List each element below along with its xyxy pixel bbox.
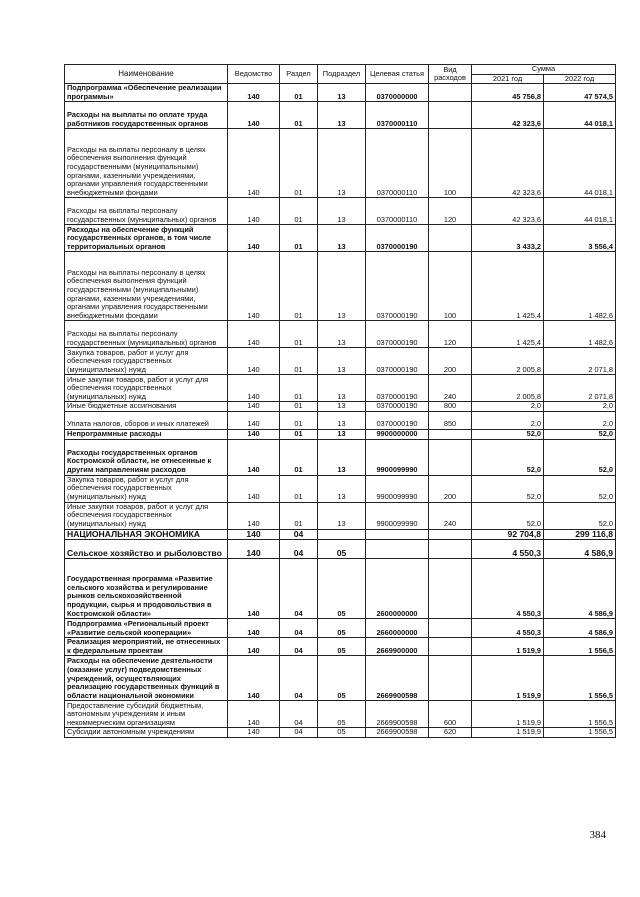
cell-sec: 01: [280, 475, 318, 502]
cell-sub: 13: [318, 321, 366, 348]
cell-kind: [429, 529, 472, 540]
cell-sec: 01: [280, 429, 318, 439]
table-row: [65, 439, 616, 475]
cell-sub: 13: [318, 84, 366, 102]
cell-sec: 01: [280, 225, 318, 252]
cell-y2021: 92 704,8: [472, 529, 544, 540]
cell-dept: 140: [228, 375, 280, 402]
header-subsection: Подраздел: [318, 65, 366, 84]
cell-name: Расходы на выплаты по оплате труда работников государственных органов: [65, 102, 228, 129]
cell-sec: 04: [280, 728, 318, 738]
table-row: [65, 198, 616, 225]
table-row: [65, 619, 616, 638]
cell-target: 0370000190: [366, 225, 429, 252]
cell-dept: 140: [228, 502, 280, 529]
cell-name: Подпрограмма «Обеспечение реализации программы»: [65, 84, 228, 102]
cell-name: Субсидии автономным учреждениям: [65, 728, 228, 738]
table-row: [65, 728, 616, 738]
cell-sec: 01: [280, 84, 318, 102]
cell-y2022: 1 556,5: [544, 656, 616, 701]
cell-dept: 140: [228, 728, 280, 738]
cell-y2022: 44 018,1: [544, 198, 616, 225]
cell-y2021: 52,0: [472, 439, 544, 475]
cell-target: 9900000000: [366, 429, 429, 439]
cell-name: Реализация мероприятий, не отнесенных к федеральным проектам: [65, 638, 228, 656]
cell-y2022: 1 482,6: [544, 252, 616, 321]
cell-kind: 120: [429, 321, 472, 348]
cell-sub: 13: [318, 429, 366, 439]
table-row: [65, 348, 616, 375]
cell-kind: [429, 559, 472, 619]
cell-target: 9900099990: [366, 502, 429, 529]
cell-dept: 140: [228, 529, 280, 540]
page-number: 384: [589, 829, 606, 841]
cell-name: Расходы на обеспечение функций государственных органов, в том числе территориальных органов: [65, 225, 228, 252]
table-row: [65, 84, 616, 102]
cell-sec: 04: [280, 529, 318, 540]
cell-target: 0370000190: [366, 375, 429, 402]
cell-sec: 01: [280, 375, 318, 402]
cell-sub: 13: [318, 252, 366, 321]
cell-kind: [429, 439, 472, 475]
cell-sec: 04: [280, 540, 318, 559]
cell-target: 2600000000: [366, 559, 429, 619]
cell-sub: [318, 529, 366, 540]
header-name: Наименование: [65, 65, 228, 84]
cell-y2021: 1 425,4: [472, 321, 544, 348]
cell-y2022: 2,0: [544, 402, 616, 412]
cell-kind: 240: [429, 502, 472, 529]
cell-target: 0370000190: [366, 252, 429, 321]
cell-dept: 140: [228, 701, 280, 728]
cell-kind: [429, 225, 472, 252]
cell-name: Расходы на выплаты персоналу в целях обеспечения выполнения функций государственными (муниципальными) органами, казенными учреждениями, органами управления государственными внебюджетными фондами: [65, 252, 228, 321]
cell-y2021: 3 433,2: [472, 225, 544, 252]
cell-name: Подпрограмма «Региональный проект «Развитие сельской кооперации»: [65, 619, 228, 638]
table-row: [65, 429, 616, 439]
cell-target: 0370000190: [366, 402, 429, 412]
cell-y2022: 52,0: [544, 439, 616, 475]
cell-y2021: 1 519,9: [472, 656, 544, 701]
cell-sec: 04: [280, 619, 318, 638]
table-row: [65, 321, 616, 348]
cell-y2022: 2 071,8: [544, 375, 616, 402]
header-exp-type: Вид расходов: [429, 65, 472, 84]
cell-kind: 800: [429, 402, 472, 412]
cell-y2022: 44 018,1: [544, 102, 616, 129]
cell-kind: [429, 638, 472, 656]
cell-sec: 01: [280, 348, 318, 375]
cell-y2021: 4 550,3: [472, 540, 544, 559]
cell-sec: 01: [280, 321, 318, 348]
cell-dept: 140: [228, 439, 280, 475]
header-target: Целевая статья: [366, 65, 429, 84]
table-row: [65, 252, 616, 321]
table-row: [65, 411, 616, 429]
table-row: [65, 502, 616, 529]
cell-kind: 100: [429, 252, 472, 321]
table-row: [65, 225, 616, 252]
cell-kind: 200: [429, 348, 472, 375]
table-header: [65, 65, 616, 84]
cell-dept: 140: [228, 540, 280, 559]
cell-sec: 04: [280, 656, 318, 701]
cell-kind: 200: [429, 475, 472, 502]
cell-sub: 13: [318, 198, 366, 225]
cell-kind: [429, 84, 472, 102]
cell-y2022: 4 586,9: [544, 559, 616, 619]
cell-target: 2669900598: [366, 656, 429, 701]
cell-sub: 13: [318, 375, 366, 402]
cell-y2022: 52,0: [544, 429, 616, 439]
cell-y2021: 1 425,4: [472, 252, 544, 321]
cell-sub: 13: [318, 475, 366, 502]
cell-y2021: 42 323,6: [472, 129, 544, 198]
cell-sub: 13: [318, 502, 366, 529]
cell-sub: 13: [318, 102, 366, 129]
header-2022: 2022 год: [544, 74, 616, 84]
cell-y2021: 1 519,9: [472, 728, 544, 738]
cell-target: 2660000000: [366, 619, 429, 638]
cell-name: Закупка товаров, работ и услуг для обеспечения государственных (муниципальных) нужд: [65, 348, 228, 375]
cell-name: Расходы государственных органов Костромской области, не отнесенные к другим направлениям расходов: [65, 439, 228, 475]
cell-sub: 05: [318, 656, 366, 701]
cell-y2022: 1 556,5: [544, 728, 616, 738]
cell-y2022: 1 556,5: [544, 701, 616, 728]
cell-y2022: 47 574,5: [544, 84, 616, 102]
cell-sub: 05: [318, 619, 366, 638]
cell-name: НАЦИОНАЛЬНАЯ ЭКОНОМИКА: [65, 529, 228, 540]
cell-sub: 13: [318, 402, 366, 412]
cell-sub: 13: [318, 225, 366, 252]
cell-target: 0370000000: [366, 84, 429, 102]
cell-y2021: 4 550,3: [472, 559, 544, 619]
cell-y2021: 42 323,6: [472, 198, 544, 225]
cell-dept: 140: [228, 321, 280, 348]
table-row: [65, 402, 616, 412]
cell-name: Иные закупки товаров, работ и услуг для обеспечения государственных (муниципальных) нужд: [65, 502, 228, 529]
cell-y2021: 52,0: [472, 429, 544, 439]
cell-y2022: 1 556,5: [544, 638, 616, 656]
cell-sub: 13: [318, 129, 366, 198]
cell-dept: 140: [228, 225, 280, 252]
cell-target: [366, 540, 429, 559]
header-dept: Ведомство: [228, 65, 280, 84]
cell-name: Уплата налогов, сборов и иных платежей: [65, 411, 228, 429]
cell-sub: 05: [318, 638, 366, 656]
table-row: [65, 129, 616, 198]
table-row: [65, 375, 616, 402]
cell-y2021: 42 323,6: [472, 102, 544, 129]
cell-target: 2669900598: [366, 728, 429, 738]
cell-sec: 04: [280, 638, 318, 656]
header-sum: Сумма: [472, 65, 616, 75]
cell-sub: 05: [318, 559, 366, 619]
cell-sec: 01: [280, 102, 318, 129]
cell-y2022: 2 071,8: [544, 348, 616, 375]
cell-name: Закупка товаров, работ и услуг для обеспечения государственных (муниципальных) нужд: [65, 475, 228, 502]
cell-target: 2669900000: [366, 638, 429, 656]
cell-kind: [429, 656, 472, 701]
cell-target: 2669900598: [366, 701, 429, 728]
cell-y2022: 3 556,4: [544, 225, 616, 252]
cell-sec: 01: [280, 252, 318, 321]
cell-kind: [429, 540, 472, 559]
cell-y2021: 1 519,9: [472, 638, 544, 656]
cell-target: 0370000110: [366, 102, 429, 129]
cell-kind: [429, 102, 472, 129]
cell-kind: [429, 429, 472, 439]
cell-name: Расходы на выплаты персоналу в целях обеспечения выполнения функций государственными (муниципальными) органами, казенными учреждениями, органами управления государственными внебюджетными фондами: [65, 129, 228, 198]
table-row: [65, 102, 616, 129]
cell-dept: 140: [228, 475, 280, 502]
cell-y2022: 52,0: [544, 475, 616, 502]
table-row: [65, 656, 616, 701]
cell-target: 9900099990: [366, 475, 429, 502]
cell-dept: 140: [228, 129, 280, 198]
cell-target: 0370000190: [366, 411, 429, 429]
cell-target: 0370000110: [366, 198, 429, 225]
cell-sec: 01: [280, 411, 318, 429]
cell-target: 0370000110: [366, 129, 429, 198]
cell-dept: 140: [228, 411, 280, 429]
cell-name: Расходы на выплаты персоналу государственных (муниципальных) органов: [65, 321, 228, 348]
cell-sec: 04: [280, 559, 318, 619]
cell-y2022: 4 586,9: [544, 540, 616, 559]
cell-kind: 240: [429, 375, 472, 402]
cell-name: Сельское хозяйство и рыболовство: [65, 540, 228, 559]
cell-y2022: 52,0: [544, 502, 616, 529]
cell-target: 0370000190: [366, 348, 429, 375]
cell-kind: 100: [429, 129, 472, 198]
cell-y2021: 45 756,8: [472, 84, 544, 102]
table-row: [65, 638, 616, 656]
cell-sub: 13: [318, 348, 366, 375]
cell-dept: 140: [228, 348, 280, 375]
cell-y2022: 1 482,6: [544, 321, 616, 348]
cell-y2021: 4 550,3: [472, 619, 544, 638]
cell-y2021: 2,0: [472, 402, 544, 412]
header-2021: 2021 год: [472, 74, 544, 84]
cell-dept: 140: [228, 198, 280, 225]
cell-dept: 140: [228, 656, 280, 701]
cell-y2021: 52,0: [472, 475, 544, 502]
cell-sub: 05: [318, 540, 366, 559]
cell-name: Иные закупки товаров, работ и услуг для обеспечения государственных (муниципальных) нужд: [65, 375, 228, 402]
cell-dept: 140: [228, 638, 280, 656]
table-body: [65, 84, 616, 738]
cell-y2022: 4 586,9: [544, 619, 616, 638]
cell-sec: 01: [280, 439, 318, 475]
cell-dept: 140: [228, 559, 280, 619]
table-row: [65, 529, 616, 540]
cell-sec: 01: [280, 402, 318, 412]
cell-target: 0370000190: [366, 321, 429, 348]
cell-target: 9900099990: [366, 439, 429, 475]
cell-sub: 13: [318, 411, 366, 429]
cell-kind: [429, 619, 472, 638]
table-row: [65, 475, 616, 502]
cell-kind: 620: [429, 728, 472, 738]
cell-sec: 01: [280, 198, 318, 225]
table-row: [65, 701, 616, 728]
cell-name: Расходы на обеспечение деятельности (оказание услуг) подведомственных учреждений, осуществляющих реализацию государственных функций в области национальной экономики: [65, 656, 228, 701]
cell-y2021: 2 005,8: [472, 375, 544, 402]
cell-sub: 05: [318, 728, 366, 738]
cell-name: Расходы на выплаты персоналу государственных (муниципальных) органов: [65, 198, 228, 225]
cell-y2021: 1 519,9: [472, 701, 544, 728]
cell-kind: 120: [429, 198, 472, 225]
cell-dept: 140: [228, 102, 280, 129]
cell-sec: 01: [280, 129, 318, 198]
cell-y2022: 44 018,1: [544, 129, 616, 198]
cell-dept: 140: [228, 619, 280, 638]
cell-name: Непрограммные расходы: [65, 429, 228, 439]
cell-y2021: 52,0: [472, 502, 544, 529]
cell-sub: 13: [318, 439, 366, 475]
cell-name: Государственная программа «Развитие сельского хозяйства и регулирование рынков сельскохозяйственной продукции, сырья и продовольствия в Костромской области»: [65, 559, 228, 619]
header-section: Раздел: [280, 65, 318, 84]
cell-dept: 140: [228, 84, 280, 102]
cell-dept: 140: [228, 252, 280, 321]
cell-y2021: 2,0: [472, 411, 544, 429]
table-row: [65, 540, 616, 559]
cell-sub: 05: [318, 701, 366, 728]
cell-y2021: 2 005,8: [472, 348, 544, 375]
cell-kind: 850: [429, 411, 472, 429]
cell-sec: 04: [280, 701, 318, 728]
cell-sec: 01: [280, 502, 318, 529]
cell-name: Предоставление субсидий бюджетным, автономным учреждениям и иным некоммерческим организациям: [65, 701, 228, 728]
table-row: [65, 559, 616, 619]
cell-target: [366, 529, 429, 540]
cell-dept: 140: [228, 429, 280, 439]
cell-y2022: 2,0: [544, 411, 616, 429]
cell-dept: 140: [228, 402, 280, 412]
cell-name: Иные бюджетные ассигнования: [65, 402, 228, 412]
cell-y2022: 299 116,8: [544, 529, 616, 540]
cell-kind: 600: [429, 701, 472, 728]
budget-table: [64, 64, 616, 738]
